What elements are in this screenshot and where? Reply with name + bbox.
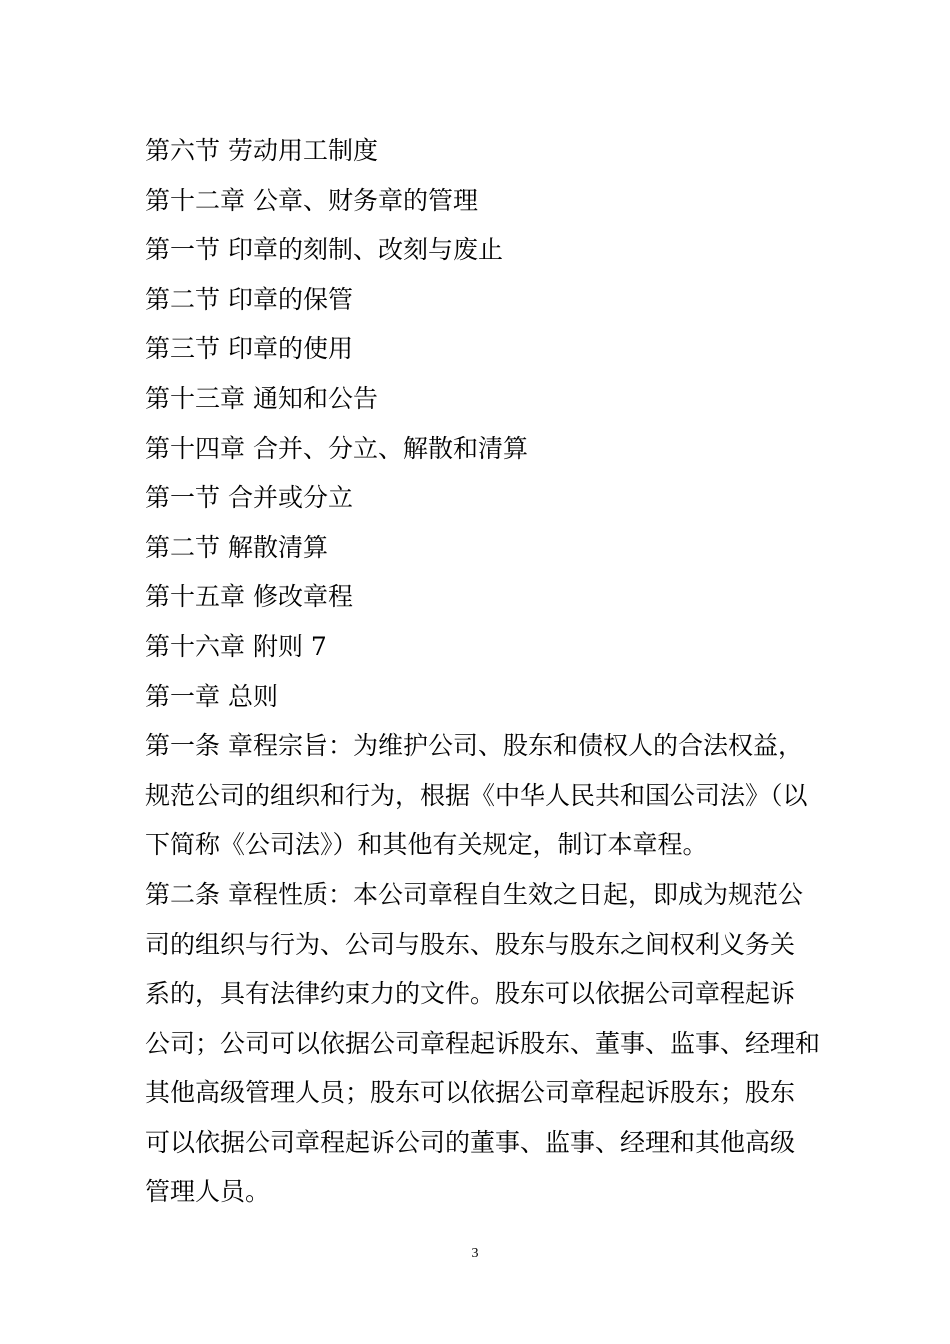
toc-entry: 第十四章 合并、分立、解散和清算 [145, 433, 528, 463]
article-2-line: 第二条 章程性质：本公司章程自生效之日起，即成为规范公 [145, 879, 803, 909]
article-2 [145, 870, 821, 1217]
article-1-line: 第一条 章程宗旨：为维护公司、股东和债权人的合法权益， [145, 731, 803, 761]
toc-entry: 第二节 解散清算 [145, 532, 328, 562]
article-2-line: 系的，具有法律约束力的文件。股东可以依据公司章程起诉 [145, 979, 796, 1009]
article-1 [145, 721, 810, 870]
toc-entry: 第十五章 修改章程 [145, 582, 353, 612]
toc-entry: 第十三章 通知和公告 [145, 383, 378, 413]
page-number: 3 [471, 1246, 479, 1261]
article-1-line: 下简称《公司法》）和其他有关规定，制订本章程。 [145, 830, 708, 860]
toc-entry: 第一节 合并或分立 [145, 483, 353, 513]
page-content [145, 126, 821, 1217]
article-2-line: 司的组织与行为、公司与股东、股东与股东之间权利义务关 [145, 929, 796, 959]
article-2-line: 管理人员。 [145, 1177, 271, 1207]
toc-entry: 第三节 印章的使用 [145, 334, 353, 364]
toc-entry: 第二节 印章的保管 [145, 284, 353, 314]
article-2-line: 其他高级管理人员；股东可以依据公司章程起诉股东；股东 [145, 1078, 796, 1108]
toc-entry: 第一节 印章的刻制、改刻与废止 [145, 235, 503, 265]
article-2-line: 可以依据公司章程起诉公司的董事、监事、经理和其他高级 [145, 1127, 796, 1157]
article-2-line: 公司；公司可以依据公司章程起诉股东、董事、监事、经理和 [145, 1028, 821, 1058]
toc-entry: 第十二章 公章、财务章的管理 [145, 185, 478, 215]
article-1-line: 规范公司的组织和行为，根据《中华人民共和国公司法》（以 [145, 780, 808, 810]
toc-entry: 第十六章 附则 7 [145, 631, 327, 661]
toc-entry: 第六节 劳动用工制度 [145, 136, 378, 165]
chapter-title: 第一章 总则 [145, 681, 278, 711]
